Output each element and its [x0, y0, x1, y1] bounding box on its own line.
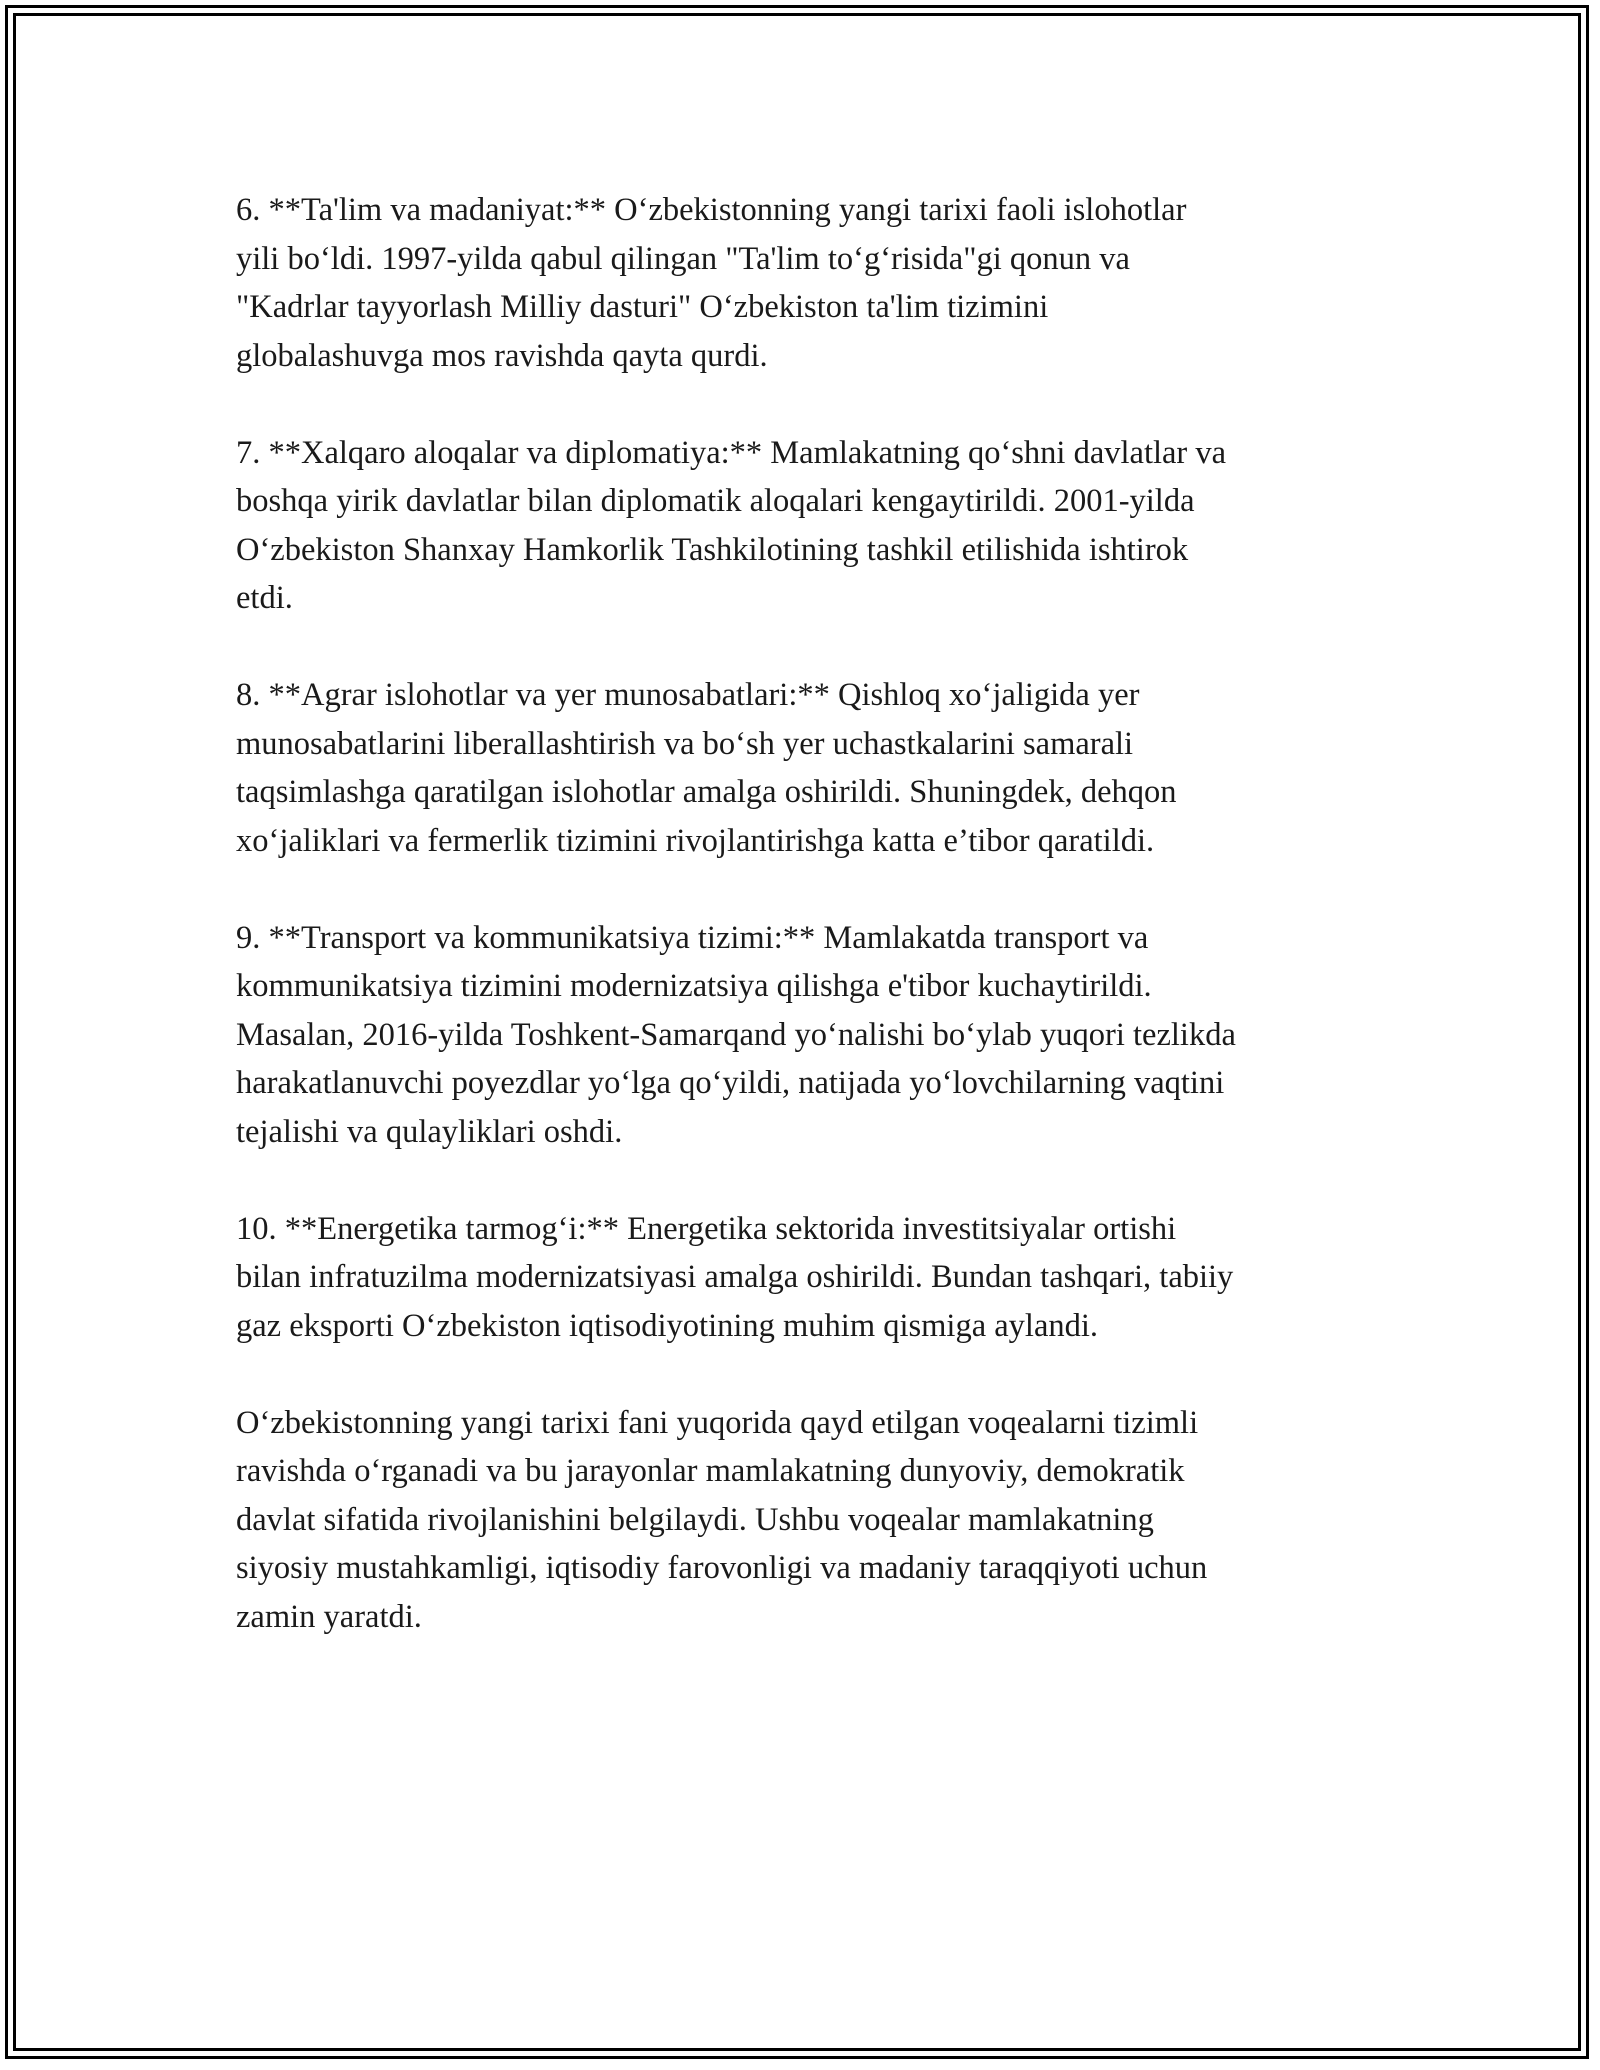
paragraph-energy-sector: 10. **Energetika tarmog‘i:** Energetika sektorida investitsiyalar ortishi bilan infratuzilma modernizatsiyasi amalga oshirildi. Bundan tashqari, tabiiy gaz eksporti O‘zbekiston iqtisodiyotining muhim qismiga aylandi.: [236, 1210, 1234, 1344]
document-body: [236, 186, 1386, 1690]
paragraph-education-culture: 6. **Ta'lim va madaniyat:** O‘zbekistonning yangi tarixi faoli islohotlar yili bo‘ldi. 1997-yilda qabul qilingan "Ta'lim to‘g‘risida"gi qonun va "Kadrlar tayyorlash Milliy dasturi" O‘zbekiston ta'lim tizimini globalashuvga mos ravishda qayta qurdi.: [236, 192, 1187, 374]
paragraph-agrarian-reforms: 8. **Agrar islohotlar va yer munosabatlari:** Qishloq xo‘jaligida yer munosabatlarini liberallashtirish va bo‘sh yer uchastkalarini samarali taqsimlashga qaratilgan islohotlar amalga oshirildi. Shuningdek, dehqon xo‘jaliklari va fermerlik tizimini rivojlantirishga katta e’tibor qaratildi.: [236, 677, 1177, 859]
paragraph-international-relations: 7. **Xalqaro aloqalar va diplomatiya:** Mamlakatning qo‘shni davlatlar va boshqa yirik davlatlar bilan diplomatik aloqalari kengaytirildi. 2001-yilda O‘zbekiston Shanxay Hamkorlik Tashkilotining tashkil etilishida ishtirok etdi.: [236, 434, 1227, 616]
paragraph-conclusion: O‘zbekistonning yangi tarixi fani yuqorida qayd etilgan voqealarni tizimli ravishda o‘rganadi va bu jarayonlar mamlakatning dunyoviy, demokratik davlat sifatida rivojlanishini belgilaydi. Ushbu voqealar mamlakatning siyosiy mustahkamligi, iqtisodiy farovonligi va madaniy taraqqiyoti uchun zamin yaratdi.: [236, 1404, 1208, 1635]
paragraph-transport-communication: 9. **Transport va kommunikatsiya tizimi:** Mamlakatda transport va kommunikatsiya tizimini modernizatsiya qilishga e'tibor kuchaytirildi. Masalan, 2016-yilda Toshkent-Samarqand yo‘nalishi bo‘ylab yuqori tezlikda harakatlanuvchi poyezdlar yo‘lga qo‘yildi, natijada yo‘lovchilarning vaqtini tejalishi va qulayliklari oshdi.: [236, 919, 1236, 1150]
